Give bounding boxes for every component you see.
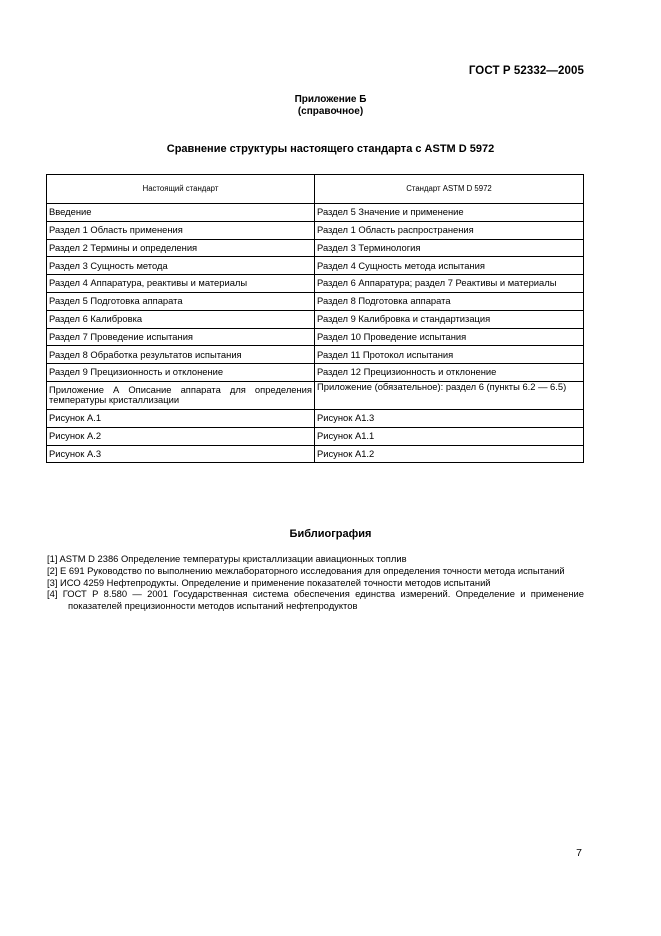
table-cell: Раздел 9 Калибровка и стандартизация — [315, 310, 584, 328]
page-number: 7 — [576, 847, 582, 859]
bibliography-item: [1] ASTM D 2386 Определение температуры кристаллизации авиационных топлив — [47, 553, 407, 564]
bibliography-item: [4] ГОСТ Р 8.580 — 2001 Государственная система обеспечения единства измерений. Определение и применение показателей прецизионности методов испытаний нефтепродуктов — [47, 588, 584, 612]
table-cell: Рисунок А1.1 — [315, 427, 584, 445]
comparison-table — [46, 174, 584, 463]
table-cell: Раздел 3 Терминология — [315, 239, 584, 257]
table-row — [47, 257, 584, 275]
table-cell: Раздел 12 Прецизионность и отклонение — [315, 364, 584, 382]
bibliography-list — [47, 553, 584, 612]
table-title: Сравнение структуры настоящего стандарта с ASTM D 5972 — [166, 143, 495, 155]
table-cell: Рисунок А1.3 — [315, 409, 584, 427]
column-header-astm: Стандарт ASTM D 5972 — [315, 175, 584, 204]
table-cell: Раздел 6 Калибровка — [47, 310, 315, 328]
table-cell: Приложение (обязательное): раздел 6 (пункты 6.2 — 6.5) — [315, 381, 584, 409]
document-code: ГОСТ Р 52332—2005 — [468, 65, 584, 77]
bibliography-item: [3] ИСО 4259 Нефтепродукты. Определение и применение показателей точности методов испытаний — [47, 576, 491, 588]
bibliography-title: Библиография — [289, 528, 372, 540]
table-cell: Приложение А Описание аппарата для определения температуры кристаллизации — [47, 381, 315, 409]
table-row — [47, 239, 584, 257]
table-cell: Раздел 11 Протокол испытания — [315, 346, 584, 364]
table-cell: Раздел 1 Область распространения — [315, 221, 584, 239]
table-cell: Раздел 3 Сущность метода — [47, 257, 315, 275]
table-cell: Рисунок А.1 — [47, 409, 315, 427]
annex-heading — [0, 94, 661, 118]
table-row — [47, 292, 584, 310]
table-cell: Раздел 4 Аппаратура, реактивы и материалы — [47, 275, 315, 293]
table-cell: Рисунок А.2 — [47, 427, 315, 445]
table-header-row — [47, 175, 584, 204]
table-cell: Раздел 9 Прецизионность и отклонение — [47, 364, 315, 382]
table-row — [47, 221, 584, 239]
table-row — [47, 409, 584, 427]
table-row — [47, 427, 584, 445]
table-cell: Раздел 1 Область применения — [47, 221, 315, 239]
table-row — [47, 346, 584, 364]
column-header-this-standard: Настоящий стандарт — [47, 175, 315, 204]
table-cell: Раздел 10 Проведение испытания — [315, 328, 584, 346]
table-cell: Рисунок А1.2 — [315, 445, 584, 463]
table-cell: Раздел 6 Аппаратура; раздел 7 Реактивы и материалы — [315, 275, 584, 293]
table-row — [47, 204, 584, 222]
table-row — [47, 310, 584, 328]
table-cell: Рисунок А.3 — [47, 445, 315, 463]
table-row — [47, 445, 584, 463]
table-cell: Введение — [47, 204, 315, 222]
table-cell: Раздел 8 Обработка результатов испытания — [47, 346, 315, 364]
table-row — [47, 275, 584, 293]
table-cell: Раздел 4 Сущность метода испытания — [315, 257, 584, 275]
table-row — [47, 328, 584, 346]
table-cell: Раздел 2 Термины и определения — [47, 239, 315, 257]
bibliography-item: [2] Е 691 Руководство по выполнению межлабораторного исследования для определения точности метода испытаний — [47, 564, 565, 576]
table-cell: Раздел 8 Подготовка аппарата — [315, 292, 584, 310]
annex-title: Приложение Б — [294, 94, 367, 105]
table-cell: Раздел 5 Подготовка аппарата — [47, 292, 315, 310]
table-cell: Раздел 5 Значение и применение — [315, 204, 584, 222]
table-row — [47, 364, 584, 382]
table-row — [47, 381, 584, 409]
table-cell: Раздел 7 Проведение испытания — [47, 328, 315, 346]
annex-subtitle: (справочное) — [297, 106, 364, 117]
